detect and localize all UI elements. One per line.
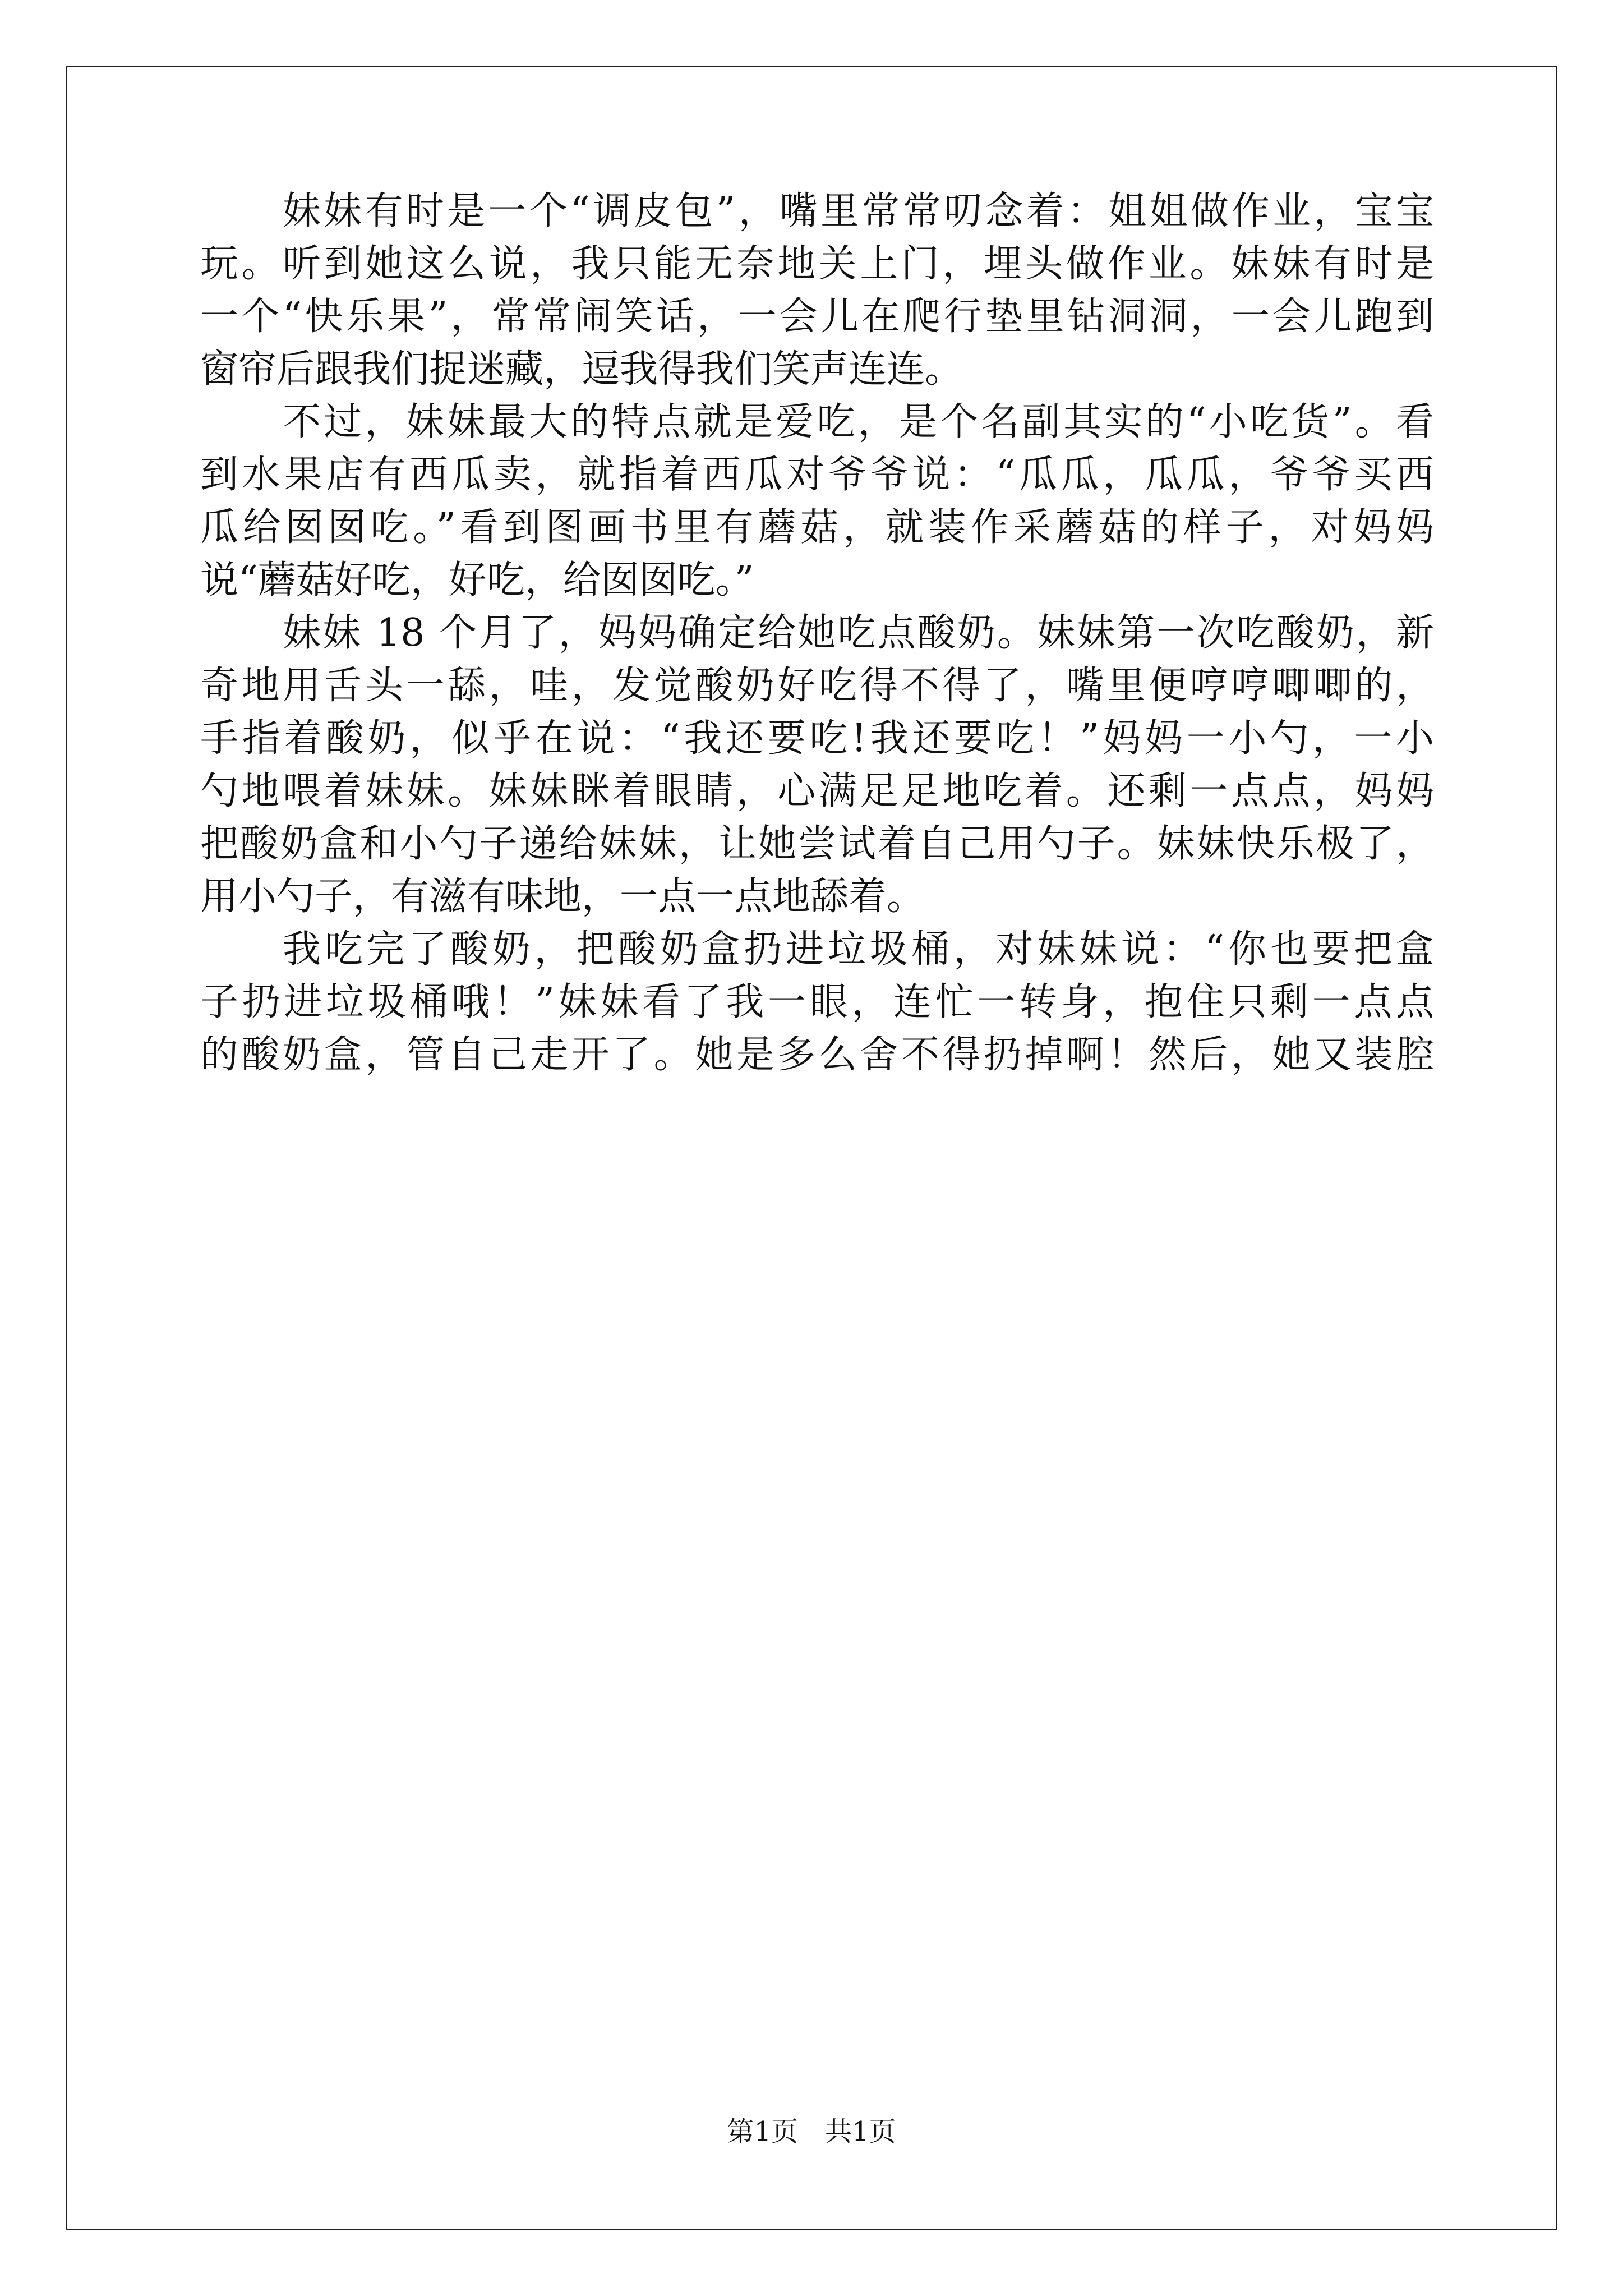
text-line: 妹妹 18 个月了，妈妈确定给她吃点酸奶。妹妹第一次吃酸奶，新	[283, 611, 1434, 655]
text-line: 的酸奶盒，管自己走开了。她是多么舍不得扔掉啊！然后，她又装腔	[200, 1033, 1434, 1077]
text-line: 把酸奶盒和小勺子递给妹妹，让她尝试着自己用勺子。妹妹快乐极了，	[200, 822, 1434, 866]
text-line: 勺地喂着妹妹。妹妹眯着眼睛，心满足足地吃着。还剩一点点，妈妈	[200, 769, 1434, 813]
text-line: 妹妹有时是一个“调皮包”，嘴里常常叨念着：姐姐做作业，宝宝	[283, 189, 1434, 233]
text-line: 用小勺子，有滋有味地，一点一点地舔着。	[200, 875, 925, 919]
text-line: 到水果店有西瓜卖，就指着西瓜对爷爷说：“瓜瓜，瓜瓜，爷爷买西	[200, 453, 1434, 497]
text-line: 瓜给囡囡吃。”看到图画书里有蘑菇，就装作采蘑菇的样子，对妈妈	[200, 505, 1434, 550]
text-line: 一个“快乐果”，常常闹笑话，一会儿在爬行垫里钻洞洞，一会儿跑到	[200, 295, 1434, 339]
page-number: 第1页	[727, 2116, 798, 2147]
text-line: 我吃完了酸奶，把酸奶盒扔进垃圾桶，对妹妹说：“你也要把盒	[283, 927, 1434, 972]
page-footer	[0, 2115, 1623, 2148]
document-body	[200, 185, 1434, 1082]
text-line: 不过，妹妹最大的特点就是爱吃，是个名副其实的“小吃货”。看	[283, 400, 1434, 444]
text-line: 手指着酸奶，似乎在说：“我还要吃!我还要吃！”妈妈一小勺，一小	[200, 716, 1434, 761]
text-line: 玩。听到她这么说，我只能无奈地关上门，埋头做作业。妹妹有时是	[200, 242, 1434, 286]
text-line: 说“蘑菇好吃，好吃，给囡囡吃。”	[200, 558, 754, 602]
text-line: 窗帘后跟我们捉迷藏，逗我得我们笑声连连。	[200, 347, 963, 392]
text-line: 子扔进垃圾桶哦！”妹妹看了我一眼，连忙一转身，抱住只剩一点点	[200, 980, 1434, 1024]
page-total: 共1页	[825, 2116, 896, 2147]
text-line: 奇地用舌头一舔，哇，发觉酸奶好吃得不得了，嘴里便哼哼唧唧的，	[200, 664, 1434, 708]
